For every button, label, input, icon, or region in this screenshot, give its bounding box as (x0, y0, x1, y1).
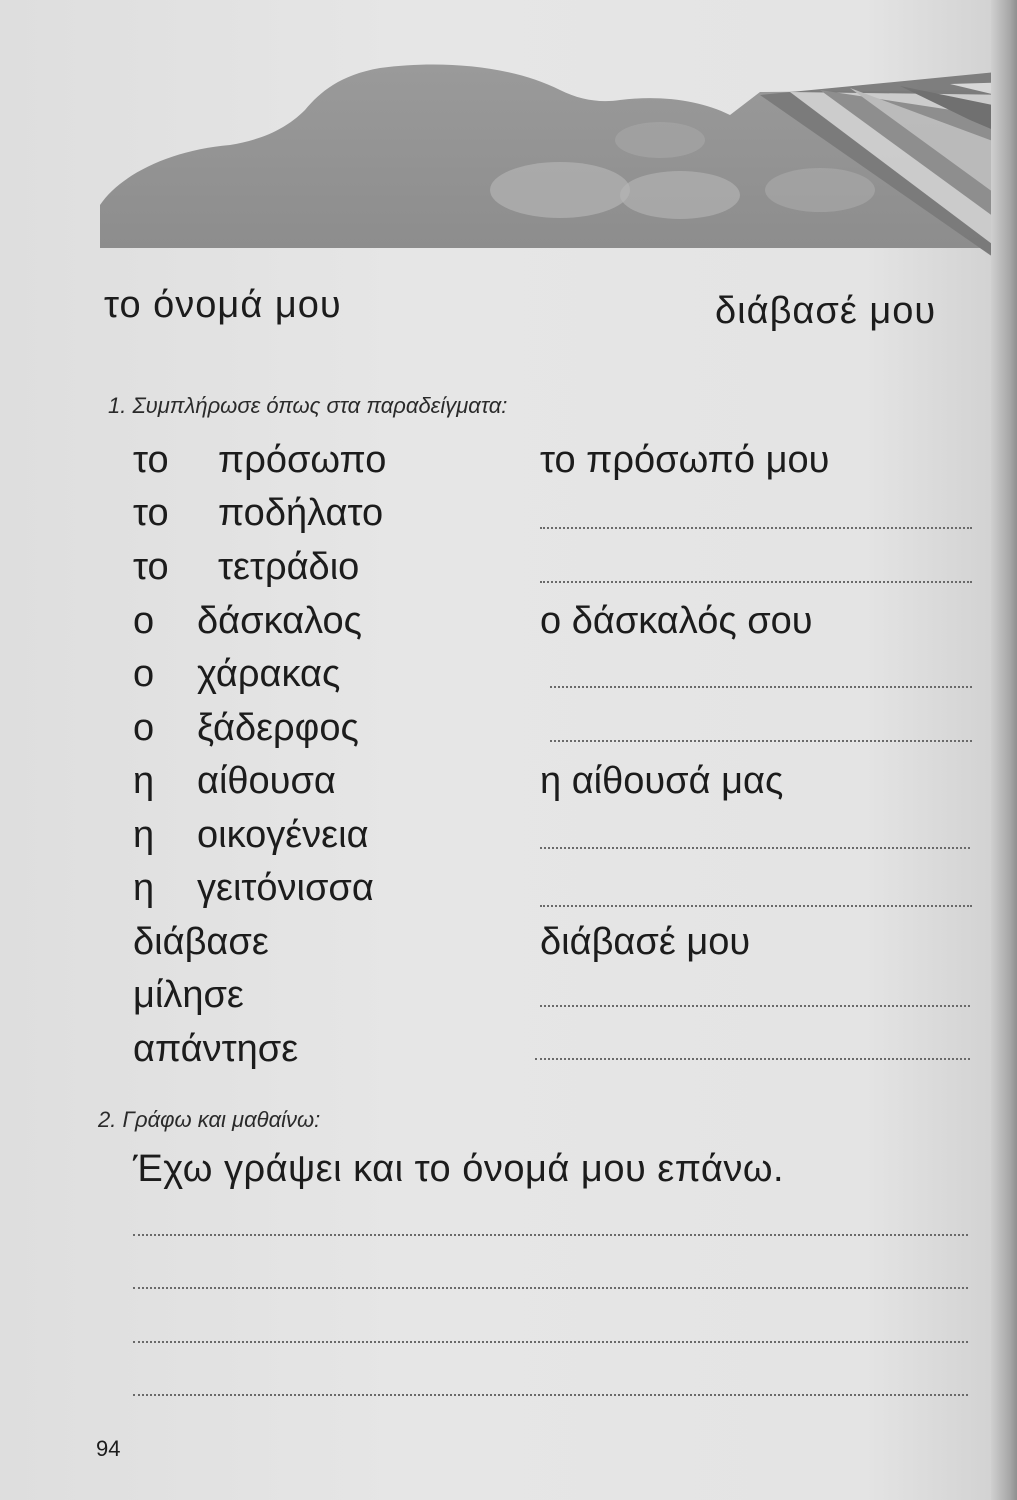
article: το (133, 492, 169, 534)
writing-line[interactable] (133, 1341, 968, 1343)
noun: γειτόνισσα (197, 867, 374, 909)
noun: τετράδιο (218, 546, 360, 588)
answer-blank[interactable] (540, 581, 972, 583)
exercise1-instruction: 1. Συμπλήρωσε όπως στα παραδείγματα: (108, 393, 508, 418)
example-answer: διάβασέ μου (540, 921, 751, 963)
article: ο (133, 600, 155, 642)
article: η (133, 760, 155, 802)
exercise2-instruction: 2. Γράφω και μαθαίνω: (98, 1107, 321, 1132)
writing-line[interactable] (133, 1234, 968, 1236)
noun: πρόσωπο (218, 439, 387, 481)
page-title-right: διάβασέ μου (715, 290, 937, 332)
article: το (133, 439, 169, 481)
page-number: 94 (96, 1436, 121, 1461)
writing-line[interactable] (133, 1287, 968, 1289)
answer-blank[interactable] (535, 1058, 970, 1060)
noun: οικογένεια (197, 814, 369, 856)
noun: ποδήλατο (218, 492, 384, 534)
verb: μίλησε (133, 974, 244, 1016)
article: η (133, 814, 155, 856)
answer-blank[interactable] (540, 527, 972, 529)
verb: διάβασε (133, 921, 269, 963)
answer-blank[interactable] (550, 686, 972, 688)
answer-blank[interactable] (540, 1005, 970, 1007)
article: ο (133, 707, 155, 749)
article: η (133, 867, 155, 909)
answer-blank[interactable] (540, 905, 972, 907)
answer-blank[interactable] (550, 740, 972, 742)
header-illustration (0, 0, 1017, 300)
noun: δάσκαλος (197, 600, 362, 642)
example-answer: η αίθουσά μας (540, 760, 784, 802)
article: το (133, 546, 169, 588)
answer-blank[interactable] (540, 847, 970, 849)
page-title-left: το όνομά μου (104, 284, 342, 326)
book-spine-shadow (991, 0, 1017, 1500)
example-answer: το πρόσωπό μου (540, 439, 830, 481)
noun: ξάδερφος (197, 707, 359, 749)
example-answer: ο δάσκαλός σου (540, 600, 813, 642)
noun: αίθουσα (197, 760, 336, 802)
noun: χάρακας (197, 653, 341, 695)
copy-sentence: Έχω γράψει και το όνομά μου επάνω. (133, 1148, 785, 1190)
writing-line[interactable] (133, 1394, 968, 1396)
verb: απάντησε (133, 1028, 299, 1070)
article: ο (133, 653, 155, 695)
